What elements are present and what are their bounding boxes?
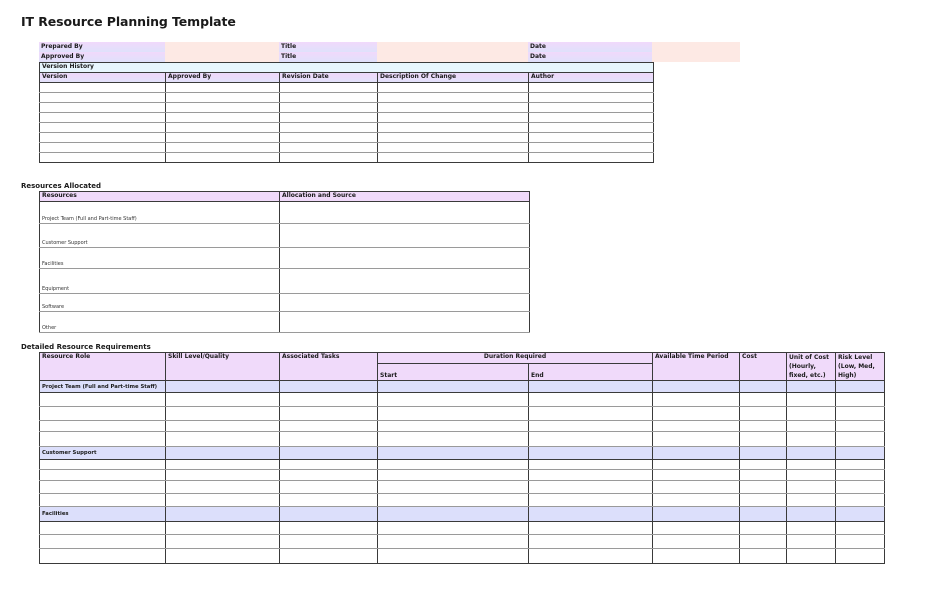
- col-end: End: [529, 363, 653, 380]
- cell[interactable]: [378, 549, 529, 564]
- cell[interactable]: [40, 460, 166, 470]
- resources-allocated-title: Resources Allocated: [21, 182, 102, 190]
- cell[interactable]: [280, 494, 378, 507]
- cell[interactable]: [787, 494, 836, 507]
- group-row: [40, 447, 885, 460]
- title-field[interactable]: [377, 42, 528, 62]
- table-row: [40, 481, 885, 494]
- col-revision-date: Revision Date: [280, 73, 378, 83]
- cell[interactable]: [40, 481, 166, 494]
- cell[interactable]: [166, 522, 280, 535]
- cell[interactable]: [529, 460, 653, 470]
- cell[interactable]: [280, 153, 378, 163]
- cell[interactable]: [378, 93, 529, 103]
- cell[interactable]: [280, 421, 378, 432]
- cell[interactable]: [166, 494, 280, 507]
- resource-name: Software: [40, 294, 280, 312]
- table-row: [40, 248, 530, 269]
- cell[interactable]: [836, 432, 885, 447]
- table-row: [40, 93, 654, 103]
- cell[interactable]: [529, 393, 653, 407]
- table-row: [40, 407, 885, 421]
- cell[interactable]: [836, 407, 885, 421]
- cell[interactable]: [653, 470, 740, 481]
- cell[interactable]: [787, 481, 836, 494]
- cell[interactable]: [40, 432, 166, 447]
- cell[interactable]: [529, 481, 653, 494]
- cell[interactable]: [836, 549, 885, 564]
- cell[interactable]: [740, 421, 787, 432]
- cell[interactable]: [529, 143, 654, 153]
- cell[interactable]: [40, 535, 166, 549]
- cell[interactable]: [653, 460, 740, 470]
- cell[interactable]: [378, 494, 529, 507]
- cell[interactable]: [166, 123, 280, 133]
- cell[interactable]: [280, 103, 378, 113]
- cell[interactable]: [529, 432, 653, 447]
- cell[interactable]: [529, 93, 654, 103]
- cell[interactable]: [740, 432, 787, 447]
- cell[interactable]: [280, 393, 378, 407]
- cell[interactable]: [280, 407, 378, 421]
- col-version: Version: [40, 73, 166, 83]
- cell[interactable]: [529, 113, 654, 123]
- cell[interactable]: [740, 460, 787, 470]
- version-history-table: [39, 62, 654, 163]
- cell[interactable]: [166, 549, 280, 564]
- cell[interactable]: [529, 103, 654, 113]
- cell[interactable]: [836, 535, 885, 549]
- table-row: [40, 202, 530, 224]
- group-label: Customer Support: [40, 447, 166, 460]
- cell[interactable]: [40, 522, 166, 535]
- resource-name: Customer Support: [40, 224, 280, 248]
- cell[interactable]: [529, 494, 653, 507]
- cell[interactable]: [166, 393, 280, 407]
- cell[interactable]: [40, 103, 166, 113]
- col-allocation-and-source: Allocation and Source: [280, 192, 530, 202]
- table-row: [40, 494, 885, 507]
- cell[interactable]: [378, 432, 529, 447]
- cell[interactable]: [740, 549, 787, 564]
- cell[interactable]: [787, 393, 836, 407]
- cell[interactable]: [378, 103, 529, 113]
- cell[interactable]: [740, 535, 787, 549]
- cell[interactable]: [787, 470, 836, 481]
- cell[interactable]: [166, 83, 280, 93]
- cell[interactable]: [280, 470, 378, 481]
- cell[interactable]: [787, 549, 836, 564]
- cell[interactable]: [529, 470, 653, 481]
- col-skill-level: Skill Level/Quality: [166, 353, 280, 381]
- cell[interactable]: [166, 113, 280, 123]
- cell[interactable]: [836, 481, 885, 494]
- cell[interactable]: [378, 123, 529, 133]
- cell[interactable]: [378, 522, 529, 535]
- group-row: [40, 381, 885, 393]
- approved-by-label: Approved By: [39, 52, 165, 62]
- prepared-by-field[interactable]: [165, 42, 279, 62]
- table-row: [40, 133, 654, 143]
- cell[interactable]: [653, 407, 740, 421]
- cell[interactable]: [280, 83, 378, 93]
- cell[interactable]: [740, 494, 787, 507]
- cell[interactable]: [166, 93, 280, 103]
- cell[interactable]: [166, 153, 280, 163]
- cell[interactable]: [166, 421, 280, 432]
- cell[interactable]: [280, 522, 378, 535]
- cell[interactable]: [740, 522, 787, 535]
- allocation-cell[interactable]: [280, 294, 530, 312]
- date-field[interactable]: [652, 42, 740, 62]
- cell[interactable]: [836, 494, 885, 507]
- cell[interactable]: [836, 421, 885, 432]
- cell[interactable]: [166, 481, 280, 494]
- cell[interactable]: [378, 153, 529, 163]
- cell[interactable]: [378, 535, 529, 549]
- cell[interactable]: [529, 549, 653, 564]
- cell[interactable]: [378, 113, 529, 123]
- allocation-cell[interactable]: [280, 248, 530, 269]
- cell[interactable]: [836, 470, 885, 481]
- cell[interactable]: [529, 153, 654, 163]
- cell[interactable]: [378, 407, 529, 421]
- cell[interactable]: [166, 432, 280, 447]
- cell[interactable]: [40, 113, 166, 123]
- col-duration-required: Duration Required: [378, 353, 653, 364]
- cell[interactable]: [40, 549, 166, 564]
- resource-name: Other: [40, 312, 280, 333]
- col-start: Start: [378, 363, 529, 380]
- cell[interactable]: [378, 460, 529, 470]
- cell[interactable]: [378, 83, 529, 93]
- cell[interactable]: [378, 470, 529, 481]
- col-author: Author: [529, 73, 654, 83]
- cell[interactable]: [836, 393, 885, 407]
- cell[interactable]: [280, 93, 378, 103]
- version-history-heading: Version History: [40, 63, 654, 73]
- table-row: [40, 312, 530, 333]
- cell[interactable]: [787, 407, 836, 421]
- cell[interactable]: [40, 93, 166, 103]
- table-row: [40, 522, 885, 535]
- col-cost: Cost: [740, 353, 787, 381]
- col-available-time-period: Available Time Period: [653, 353, 740, 381]
- cell[interactable]: [166, 535, 280, 549]
- page-title: IT Resource Planning Template: [21, 14, 236, 29]
- cell[interactable]: [378, 393, 529, 407]
- cell[interactable]: [740, 470, 787, 481]
- group-label: Project Team (Full and Part-time Staff): [40, 381, 166, 393]
- cell[interactable]: [529, 535, 653, 549]
- table-row: [40, 83, 654, 93]
- cell[interactable]: [836, 460, 885, 470]
- resource-name: Facilities: [40, 248, 280, 269]
- cell[interactable]: [740, 393, 787, 407]
- cell[interactable]: [787, 421, 836, 432]
- cell[interactable]: [166, 470, 280, 481]
- cell[interactable]: [280, 143, 378, 153]
- cell[interactable]: [280, 113, 378, 123]
- col-associated-tasks: Associated Tasks: [280, 353, 378, 381]
- cell[interactable]: [529, 123, 654, 133]
- cell[interactable]: [653, 494, 740, 507]
- cell[interactable]: [280, 549, 378, 564]
- cell[interactable]: [40, 143, 166, 153]
- cell[interactable]: [653, 432, 740, 447]
- group-label: Facilities: [40, 507, 166, 522]
- cell[interactable]: [166, 143, 280, 153]
- cell[interactable]: [529, 522, 653, 535]
- cell[interactable]: [40, 123, 166, 133]
- cell[interactable]: [40, 407, 166, 421]
- title-label-1: Title: [279, 42, 377, 52]
- title-label-2: Title: [279, 52, 377, 62]
- table-row: [40, 535, 885, 549]
- col-description-of-change: Description Of Change: [378, 73, 529, 83]
- date-label-2: Date: [528, 52, 652, 62]
- cell[interactable]: [378, 133, 529, 143]
- table-row: [40, 549, 885, 564]
- table-row: [40, 123, 654, 133]
- cell[interactable]: [378, 143, 529, 153]
- cell[interactable]: [40, 470, 166, 481]
- table-row: [40, 432, 885, 447]
- col-approved-by: Approved By: [166, 73, 280, 83]
- detailed-requirements-title: Detailed Resource Requirements: [21, 343, 151, 351]
- cell[interactable]: [40, 153, 166, 163]
- resource-name: Equipment: [40, 269, 280, 294]
- cell[interactable]: [836, 522, 885, 535]
- cell[interactable]: [280, 123, 378, 133]
- cell[interactable]: [740, 407, 787, 421]
- cell[interactable]: [378, 481, 529, 494]
- allocation-cell[interactable]: [280, 224, 530, 248]
- cell[interactable]: [378, 421, 529, 432]
- date-label-1: Date: [528, 42, 652, 52]
- col-resources: Resources: [40, 192, 280, 202]
- col-resource-role: Resource Role: [40, 353, 166, 381]
- table-row: [40, 470, 885, 481]
- allocation-cell[interactable]: [280, 202, 530, 224]
- cell[interactable]: [280, 535, 378, 549]
- cell[interactable]: [529, 133, 654, 143]
- cell[interactable]: [653, 522, 740, 535]
- cell[interactable]: [40, 133, 166, 143]
- table-row: [40, 294, 530, 312]
- allocation-cell[interactable]: [280, 269, 530, 294]
- cell[interactable]: [653, 549, 740, 564]
- cell[interactable]: [166, 133, 280, 143]
- cell[interactable]: [653, 481, 740, 494]
- table-row: [40, 224, 530, 248]
- cell[interactable]: [740, 481, 787, 494]
- table-row: [40, 143, 654, 153]
- table-row: [40, 153, 654, 163]
- cell[interactable]: [280, 481, 378, 494]
- cell[interactable]: [166, 103, 280, 113]
- resources-allocated-table: [39, 191, 530, 333]
- cell[interactable]: [166, 460, 280, 470]
- table-row: [40, 460, 885, 470]
- cell[interactable]: [653, 393, 740, 407]
- col-unit-of-cost: Unit of Cost (Hourly, fixed, etc.): [787, 353, 836, 381]
- cell[interactable]: [40, 421, 166, 432]
- group-row: [40, 507, 885, 522]
- cell[interactable]: [280, 460, 378, 470]
- detailed-requirements-table: [39, 352, 885, 564]
- cell[interactable]: [529, 83, 654, 93]
- cell[interactable]: [787, 460, 836, 470]
- cell[interactable]: [280, 133, 378, 143]
- cell[interactable]: [653, 421, 740, 432]
- cell[interactable]: [787, 535, 836, 549]
- cell[interactable]: [280, 432, 378, 447]
- cell[interactable]: [529, 421, 653, 432]
- prepared-by-label: Prepared By: [39, 42, 165, 52]
- cell[interactable]: [40, 393, 166, 407]
- table-row: [40, 421, 885, 432]
- cell[interactable]: [653, 535, 740, 549]
- cell[interactable]: [787, 522, 836, 535]
- table-row: [40, 393, 885, 407]
- resource-name: Project Team (Full and Part-time Staff): [40, 202, 280, 224]
- cell[interactable]: [40, 83, 166, 93]
- table-row: [40, 269, 530, 294]
- table-row: [40, 113, 654, 123]
- col-risk-level: Risk Level (Low, Med, High): [836, 353, 885, 381]
- cell[interactable]: [40, 494, 166, 507]
- allocation-cell[interactable]: [280, 312, 530, 333]
- cell[interactable]: [166, 407, 280, 421]
- cell[interactable]: [787, 432, 836, 447]
- cell[interactable]: [529, 407, 653, 421]
- table-row: [40, 103, 654, 113]
